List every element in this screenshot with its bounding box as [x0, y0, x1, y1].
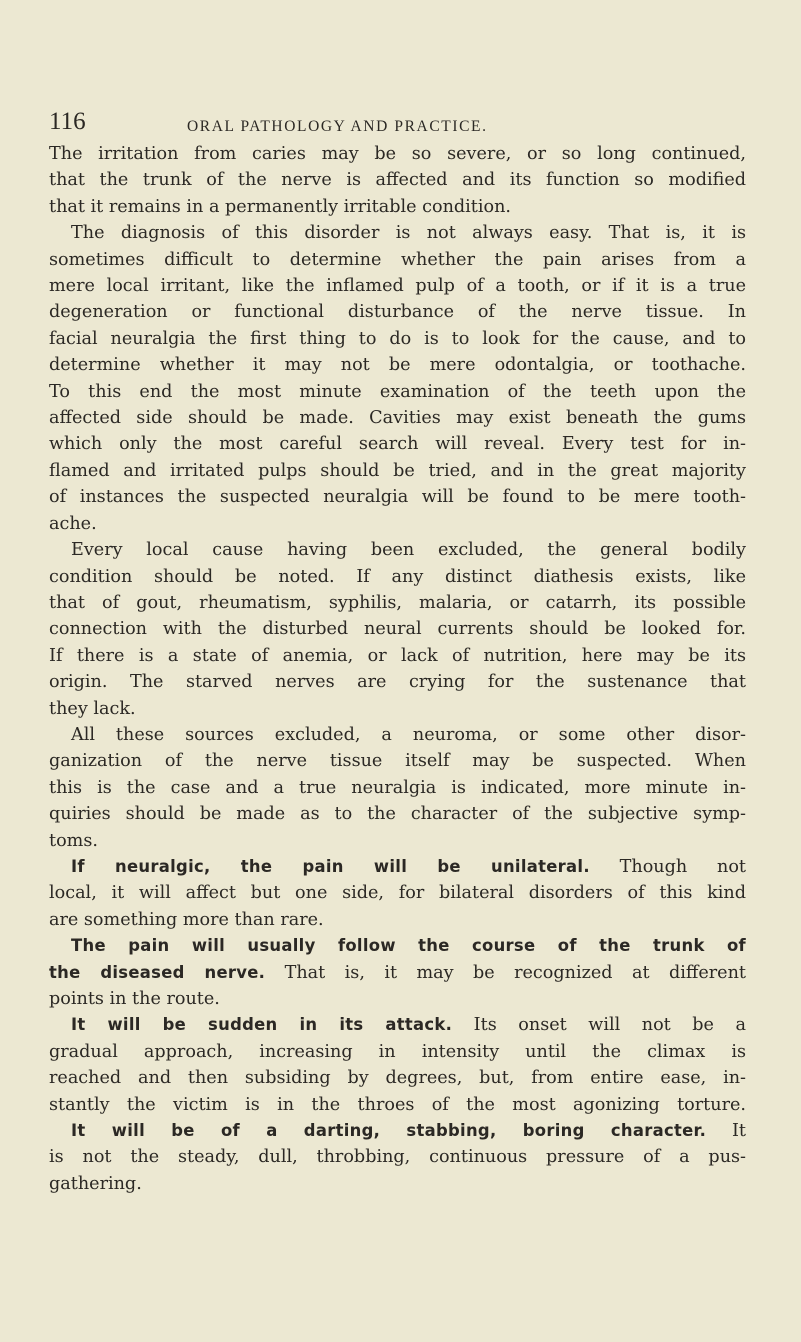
text-line [49, 431, 746, 457]
text-line [49, 590, 746, 616]
line-text: quiries should be made as to the character of the subjective symp- [49, 804, 746, 825]
text-line [49, 405, 746, 431]
line-text: ganization of the nerve tissue itself may be suspected. When [49, 751, 746, 772]
text-line [49, 1171, 746, 1197]
text-line [49, 1092, 746, 1118]
line-text: That is, it may be recognized at different [265, 962, 746, 983]
body-text [49, 141, 746, 1197]
text-line [49, 696, 746, 722]
text-line [49, 616, 746, 642]
text-line [49, 379, 746, 405]
text-line [49, 564, 746, 590]
bold-heading-text: It will be of a darting, stabbing, boring character. [71, 1121, 707, 1141]
text-line [49, 748, 746, 774]
line-text: this is the case and a true neuralgia is indicated, more minute in- [49, 777, 746, 798]
text-line [49, 273, 746, 299]
line-text: The diagnosis of this disorder is not always easy. That is, it is [71, 223, 746, 244]
text-line [49, 669, 746, 695]
text-line [49, 775, 746, 801]
text-line [49, 247, 746, 273]
line-text: is not the steady, dull, throbbing, continuous pressure of a pus- [49, 1147, 746, 1168]
line-text: It [706, 1121, 746, 1142]
line-text: are something more than rare. [49, 909, 324, 930]
line-text: local, it will affect but one side, for bilateral disorders of this kind [49, 883, 746, 904]
text-line [49, 220, 746, 246]
running-head: ORAL PATHOLOGY AND PRACTICE. [187, 118, 488, 135]
line-text: that of gout, rheumatism, syphilis, malaria, or catarrh, its possible [49, 592, 746, 613]
text-line [49, 326, 746, 352]
text-line [49, 484, 746, 510]
line-text: Its onset will not be a [452, 1015, 746, 1036]
line-text: mere local irritant, like the inflamed pulp of a tooth, or if it is a true [49, 276, 746, 297]
text-line [49, 458, 746, 484]
line-text: determine whether it may not be mere odontalgia, or toothache. [49, 355, 746, 376]
page-number: 116 [49, 108, 86, 135]
text-line [49, 537, 746, 563]
line-text: gradual approach, increasing in intensity until the climax is [49, 1041, 746, 1062]
text-line [49, 1118, 746, 1144]
text-line [49, 1144, 746, 1170]
bold-heading-text: If neuralgic, the pain will be unilateral. [71, 856, 590, 876]
line-text: of instances the suspected neuralgia will be found to be mere tooth- [49, 487, 746, 508]
text-line [49, 933, 746, 959]
line-text: origin. The starved nerves are crying for the sustenance that [49, 672, 746, 693]
line-text: which only the most careful search will reveal. Every test for in- [49, 434, 746, 455]
line-text: that it remains in a permanently irritable condition. [49, 196, 512, 217]
text-line [49, 1065, 746, 1091]
text-line [49, 194, 746, 220]
text-line [49, 854, 746, 880]
line-text: ache. [49, 513, 97, 534]
text-line [49, 907, 746, 933]
line-text: flamed and irritated pulps should be tried, and in the great majority [49, 460, 746, 481]
line-text: facial neuralgia the first thing to do is to look for the cause, and to [49, 328, 746, 349]
line-text: To this end the most minute examination of the teeth upon the [49, 381, 746, 402]
text-line [49, 352, 746, 378]
text-line [49, 511, 746, 537]
text-line [49, 722, 746, 748]
text-line [49, 960, 746, 986]
text-line [49, 299, 746, 325]
text-line [49, 643, 746, 669]
text-line [49, 167, 746, 193]
text-line [49, 141, 746, 167]
line-text: degeneration or functional disturbance of the nerve tissue. In [49, 302, 746, 323]
line-text: Though not [589, 856, 747, 877]
line-text: toms. [49, 830, 98, 851]
text-line [49, 828, 746, 854]
text-line [49, 1012, 746, 1038]
line-text: they lack. [49, 698, 136, 719]
bold-heading-text: the diseased nerve. [49, 962, 266, 982]
line-text: stantly the victim is in the throes of the most agonizing torture. [49, 1094, 746, 1115]
line-text: The irritation from caries may be so severe, or so long continued, [49, 144, 746, 164]
line-text: All these sources excluded, a neuroma, or some other disor- [71, 724, 746, 745]
bold-heading-text: It will be sudden in its attack. [71, 1015, 453, 1035]
text-line [49, 880, 746, 906]
line-text: points in the route. [49, 989, 220, 1009]
bold-heading-text: The pain will usually follow the course of the trunk of [71, 936, 746, 956]
line-text: sometimes difficult to determine whether the pain arises from a [49, 249, 746, 270]
text-line [49, 1039, 746, 1065]
line-text: that the trunk of the nerve is affected and its function so modified [49, 170, 746, 191]
line-text: Every local cause having been excluded, the general bodily [71, 540, 746, 561]
line-text: reached and then subsiding by degrees, but, from entire ease, in- [49, 1068, 746, 1089]
page-header [49, 108, 713, 142]
text-line [49, 801, 746, 827]
line-text: gathering. [49, 1173, 142, 1194]
line-text: If there is a state of anemia, or lack of nutrition, here may be its [49, 645, 746, 666]
line-text: condition should be noted. If any distinct diathesis exists, like [49, 566, 746, 587]
text-line [49, 986, 746, 1012]
line-text: affected side should be made. Cavities may exist beneath the gums [49, 408, 746, 429]
line-text: connection with the disturbed neural currents should be looked for. [49, 619, 746, 640]
